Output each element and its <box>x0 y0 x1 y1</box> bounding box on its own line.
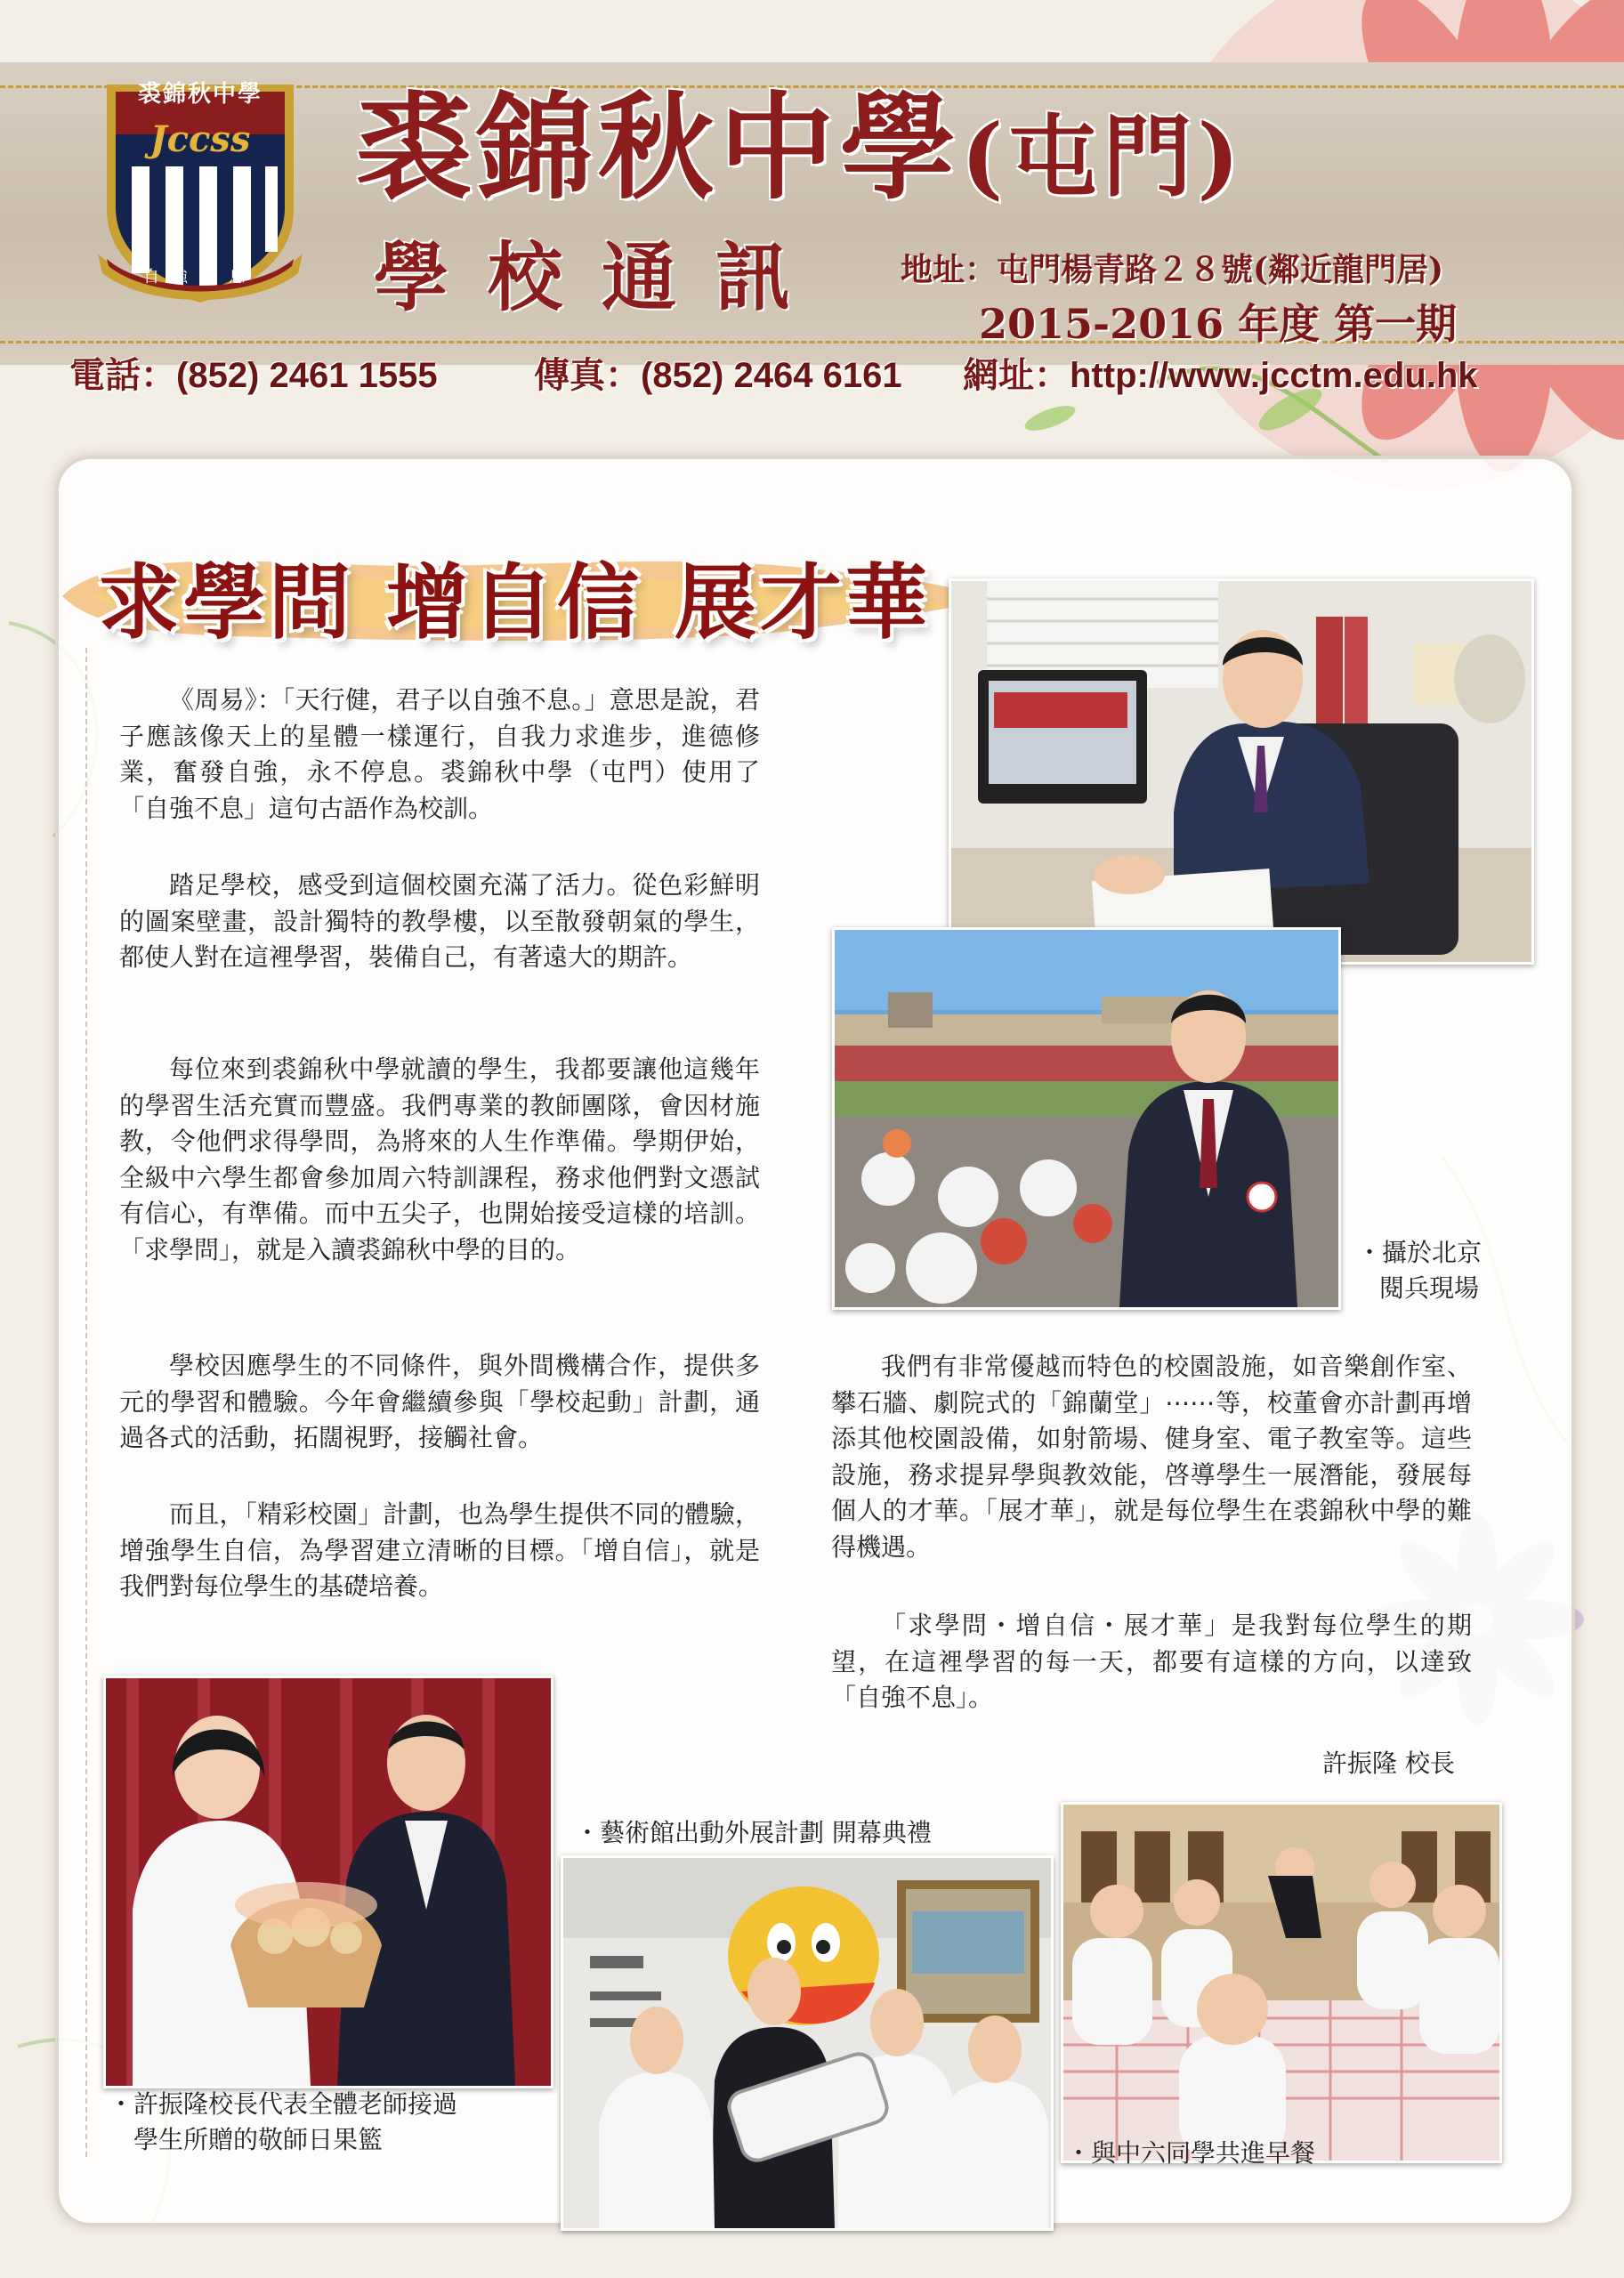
paragraph: 學校因應學生的不同條件，與外間機構合作，提供多元的學習和體驗。今年會繼續參與「學校起動」計劃，通過各式的活動，拓闊視野，接觸社會。 <box>119 1351 760 1452</box>
principal-signature: 許振隆 校長 <box>1322 1749 1455 1778</box>
issue-number: 2015-2016 年度 第一期 <box>979 300 1458 348</box>
caption-beijing: ・攝於北京 <box>1357 1238 1483 1267</box>
newsletter-title: 學校通訊 <box>374 233 830 321</box>
website <box>963 347 1478 398</box>
caption-art-museum: ・藝術館出動外展計劃 開幕典禮 <box>575 1818 932 1847</box>
caption-fruit-basket: ・許振隆校長代表全體老師接過 <box>109 2089 458 2119</box>
caption-fruit-basket: 學生所贈的敬師日果籃 <box>133 2125 384 2154</box>
beijing-parade-photo <box>832 927 1341 1310</box>
paragraph: 《周易》：「天行健，君子以自強不息。」意思是說，君子應該像天上的星體一樣運行，自我力求進步，進德修業，奮發自強，永不停息。裘錦秋中學（屯門）使用了「自強不息」這句古語作為校訓。 <box>119 685 760 823</box>
paragraph: 踏足學校，感受到這個校園充滿了活力。從色彩鮮明的圖案壁畫，設計獨特的教學樓，以至散發朝氣的學生，都使人對在這裡學習，裝備自己，有著遠大的期許。 <box>119 870 760 972</box>
paragraph: 而且，「精彩校園」計劃，也為學生提供不同的體驗，增強學生自信，為學習建立清晰的目標。「增自信」，就是我們對每位學生的基礎培養。 <box>119 1499 760 1601</box>
paragraph: 「求學問・增自信・展才華」是我對每位學生的期望，在這裡學習的每一天，都要有這樣的方向，以達致「自強不息」。 <box>831 1611 1472 1712</box>
school-branch: (屯門) <box>961 104 1245 209</box>
article-headline: 求學問 增自信 展才華 <box>98 554 932 650</box>
phone-number: (852) 2461 1555 <box>176 356 438 395</box>
caption-beijing: 閱兵現場 <box>1379 1273 1480 1303</box>
fax <box>534 347 902 398</box>
fax-label: 傳真： <box>534 354 641 396</box>
fax-number: (852) 2464 6161 <box>641 356 902 395</box>
fruit-basket-photo <box>103 1676 553 2088</box>
website-label: 網址： <box>963 354 1070 396</box>
crest-initials: Jccss <box>149 118 251 160</box>
crest-motto: 自強不息 <box>143 268 257 287</box>
caption-breakfast: ・與中六同學共進早餐 <box>1066 2138 1316 2168</box>
school-name <box>356 55 1245 222</box>
principal-office-photo <box>949 578 1534 965</box>
art-museum-photo <box>561 1855 1054 2231</box>
phone-label: 電話： <box>69 354 176 396</box>
school-crest <box>89 76 311 307</box>
breakfast-photo <box>1061 1802 1502 2163</box>
paragraph: 我們有非常優越而特色的校園設施，如音樂創作室、攀石牆、劇院式的「錦蘭堂」⋯⋯等，校董會亦計劃再增添其他校園設備，如射箭場、健身室、電子教室等。這些設施，務求提昇學與教效能，啓導學生一展潛能，發展每個人的才華。「展才華」，就是每位學生在裘錦秋中學的難得機遇。 <box>831 1352 1472 1562</box>
paragraph: 每位來到裘錦秋中學就讀的學生，我都要讓他這幾年的學習生活充實而豐盛。我們專業的教師團隊，會因材施教，令他們求得學問，為將來的人生作準備。學期伊始，全級中六學生都會參加周六特訓課程，務求他們對文憑試有信心，有準備。而中五尖子，也開始接受這樣的培訓。「求學問」，就是入讀裘錦秋中學的目的。 <box>119 1054 760 1264</box>
website-url[interactable]: http://www.jcctm.edu.hk <box>1070 356 1478 395</box>
phone <box>69 347 438 398</box>
school-address: 地址：屯門楊青路２８號(鄰近龍門居) <box>901 251 1444 288</box>
school-name-main: 裘錦秋中學 <box>356 79 962 215</box>
crest-school-name: 裘錦秋中學 <box>137 81 263 108</box>
